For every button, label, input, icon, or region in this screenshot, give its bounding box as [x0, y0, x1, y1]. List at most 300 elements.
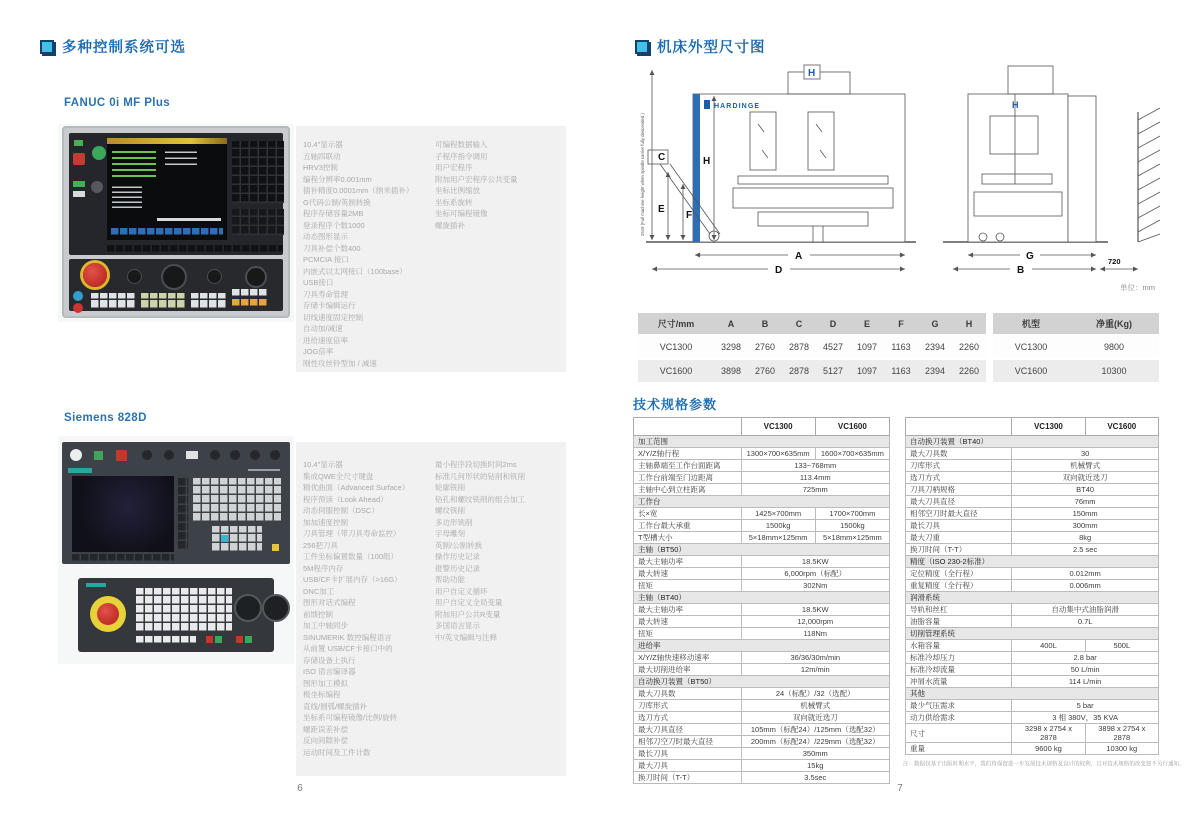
dim-label-G: G: [1026, 251, 1034, 262]
fanuc-panel-image: [58, 124, 294, 322]
spindle-override-dial: [161, 264, 187, 290]
spec-value: 8kg: [1012, 532, 1159, 544]
feature-item: 前馈控制: [303, 609, 333, 619]
dim-label-B: B: [1017, 265, 1025, 276]
spec-label: 工作台前端至门边距离: [634, 472, 742, 484]
spec-footnote: 注：数据仅基于出版时期水平，我们将保留进一步发展技术规格及设计的权利，且对技术规格的改变恕不另行通知。: [903, 761, 1185, 768]
mode-key: [73, 191, 85, 197]
spec-header-row: [634, 418, 890, 436]
spec-value: 400L: [1012, 640, 1085, 652]
spec-value: 12,000rpm: [741, 616, 889, 628]
spec-value: 机械臂式: [741, 700, 889, 712]
spec-section-label: 切削管理系统: [906, 628, 1159, 640]
column-header: C: [782, 313, 816, 335]
fanuc-title: FANUC 0i MF Plus: [64, 97, 171, 109]
feature-item: 内嵌式以太网接口（100base）: [303, 266, 407, 276]
spec-label: 最大主轴功率: [634, 556, 742, 568]
table-cell: 1163: [884, 335, 918, 359]
spec-value: 1600×700×635mm: [815, 448, 889, 460]
table-cell: VC1300: [638, 335, 714, 359]
spec-label: 重复精度（全行程）: [906, 580, 1012, 592]
model-label-line: [248, 469, 280, 471]
spec-row: [634, 556, 890, 568]
feature-item: 动态伺服控制（DSC）: [303, 506, 379, 515]
spec-label: 标准冷却流量: [906, 664, 1012, 676]
spec-label: X/Y/Z轴行程: [634, 448, 742, 460]
spec-label: 水箱容量: [906, 640, 1012, 652]
feature-item: 轮廓铣削: [435, 483, 465, 492]
spec-value: 双向就近选刀: [741, 712, 889, 724]
feature-item: 用户自定义循环: [435, 586, 488, 596]
table-cell: 2878: [782, 359, 816, 382]
green-key: [215, 636, 222, 643]
feature-item: 加工中轴同步: [303, 621, 348, 630]
spec-row: [906, 496, 1159, 508]
feature-item: 英制/公制转换: [435, 540, 483, 550]
spec-row: [634, 748, 890, 760]
spec-table-right: [905, 417, 1159, 755]
feature-item: 反向间隙补偿: [303, 736, 348, 745]
spec-value: 双向就近选刀: [1012, 472, 1159, 484]
spec-row: [634, 700, 890, 712]
spec-value: 12m/min: [741, 664, 889, 676]
spec-label: 最大主轴功率: [634, 604, 742, 616]
spec-label: 最大刀重: [906, 532, 1012, 544]
spec-row: [634, 628, 890, 640]
table-cell: VC1600: [993, 359, 1069, 382]
spec-column-header: VC1300: [741, 418, 815, 436]
spec-column-header: VC1300: [1012, 418, 1085, 436]
height-note-vertical: 2519 (Full machine height when spindle carrier fully descended.): [640, 113, 645, 236]
section-marker-icon: [40, 40, 54, 54]
spec-label: 最长刀具: [634, 748, 742, 760]
spec-section-row: [906, 688, 1159, 700]
feature-item: G代码公制/英制转换: [303, 197, 371, 207]
cursor-keypad: [212, 526, 262, 552]
spec-value: 5×18mm×125mm: [815, 532, 889, 544]
spec-column-header: VC1600: [815, 418, 889, 436]
spec-value: 36/36/30m/min: [741, 652, 889, 664]
spec-value: 9600 kg: [1012, 743, 1085, 755]
feature-item: 可编程数据输入: [435, 140, 488, 149]
mode-key: [73, 181, 85, 187]
feature-item: 自动加/减速: [303, 324, 343, 333]
spec-section-row: [906, 556, 1159, 568]
reset-key: [186, 451, 198, 459]
feature-item: ISO 语言编译器: [303, 667, 356, 676]
spec-row: [906, 743, 1159, 755]
feature-item: 钻孔和螺纹铣削的组合加工: [435, 494, 525, 504]
spec-value: 5×18mm×125mm: [741, 532, 815, 544]
table-cell: 2260: [952, 359, 986, 382]
spec-row: [906, 520, 1159, 532]
axis-keypad: [141, 293, 185, 309]
column-header: 尺寸/mm: [638, 313, 714, 335]
dimension-table: [638, 313, 986, 382]
spec-row: [906, 460, 1159, 472]
units-label: 单位：mm: [1120, 283, 1155, 292]
panel-button: [210, 450, 220, 460]
feature-item: 切线速度固定控制: [303, 312, 363, 322]
cycle-start-button: [73, 291, 83, 301]
spec-value: 10300 kg: [1085, 743, 1158, 755]
spec-label: 最长刀具: [906, 520, 1012, 532]
spec-label: 最大刀具: [634, 760, 742, 772]
red-key: [206, 636, 213, 643]
spec-label: 扭矩: [634, 580, 742, 592]
spec-row: [634, 508, 890, 520]
spec-value: 150mm: [1012, 508, 1159, 520]
yellow-key: [272, 544, 279, 551]
spec-section-row: [906, 436, 1159, 448]
spec-section-label: 自动换刀装置（BT40）: [906, 436, 1159, 448]
spec-section-row: [634, 436, 890, 448]
machine-dimension-diagram: [638, 64, 1170, 306]
spec-row: [906, 640, 1159, 652]
hardinge-h-logo: H: [808, 68, 816, 79]
feature-item: 用户宏程序: [435, 163, 473, 172]
feature-item: 操作历史记录: [435, 552, 480, 561]
wall-offset-label: 720: [1108, 257, 1121, 266]
alarm-key: [73, 153, 85, 165]
spec-corner-cell: [634, 418, 742, 436]
table-cell: 5127: [816, 359, 850, 382]
table-cell: 3298: [714, 335, 748, 359]
feed-hold-button: [73, 303, 83, 313]
spec-value: 118Nm: [741, 628, 889, 640]
column-header: A: [714, 313, 748, 335]
crt-header-strip: [107, 138, 227, 144]
feed-override-dial: [234, 594, 262, 622]
spec-value: 114 L/min: [1012, 676, 1159, 688]
function-key-row: [107, 245, 283, 253]
spec-label: 选刀方式: [634, 712, 742, 724]
feature-item: 插补精度0.0001mm（纳米插补）: [303, 186, 414, 195]
table-cell: 2394: [918, 335, 952, 359]
emergency-stop-button: [83, 263, 107, 287]
mdi-keypad: [232, 141, 284, 203]
feature-item: 直线/圆弧/螺旋插补: [303, 701, 368, 711]
feature-item: 图形对话式编程: [303, 598, 356, 607]
column-header: 机型: [993, 313, 1069, 335]
feature-item: SINUMERIK 数控编程语言: [303, 632, 392, 642]
feature-item: 坐标系旋转: [435, 197, 473, 207]
spec-label: 最大刀具数: [906, 448, 1012, 460]
spec-row: [634, 568, 890, 580]
page-number-left: 6: [297, 783, 303, 794]
spec-label: 主轴鼻端至工作台面距离: [634, 460, 742, 472]
spec-label: 刀库形式: [906, 460, 1012, 472]
spec-value: 5 bar: [1012, 700, 1159, 712]
spec-label: 换刀时间（T-T）: [906, 544, 1012, 556]
feature-item: 螺距误差补偿: [303, 724, 348, 734]
feature-item: 帮助功能: [435, 575, 465, 584]
feature-item: 精优曲面（Advanced Surface）: [303, 483, 410, 492]
siemens-feature-col2: [435, 459, 525, 643]
siemens-feature-col1: [303, 459, 409, 758]
power-button: [92, 146, 106, 160]
spec-value: 2.8 bar: [1012, 652, 1159, 664]
spec-value: 500L: [1085, 640, 1158, 652]
spec-label: 相邻刀空刀时最大直径: [634, 736, 742, 748]
spec-label: 最大刀具直径: [906, 496, 1012, 508]
column-header: B: [748, 313, 782, 335]
feature-item: 工件坐标偏置数量（100组）: [303, 552, 399, 561]
spec-row: [634, 688, 890, 700]
spec-row: [634, 604, 890, 616]
spec-row: [634, 580, 890, 592]
crt-text-lines: [112, 151, 156, 177]
feature-item: 极坐标编程: [303, 690, 341, 699]
spec-header-row: [906, 418, 1159, 436]
panel-button: [230, 450, 240, 460]
spec-value: 18.5KW: [741, 604, 889, 616]
dim-label-F: F: [686, 210, 693, 221]
table-cell: 2394: [918, 359, 952, 382]
feature-item: DNC加工: [303, 586, 335, 596]
spec-section-row: [634, 496, 890, 508]
fanuc-feature-box: [296, 126, 566, 372]
key-switch: [91, 181, 103, 193]
feature-item: JOG倍率: [303, 347, 334, 356]
column-header: H: [952, 313, 986, 335]
spec-section-row: [634, 544, 890, 556]
feature-item: 刚性攻丝铃型加 / 减速: [303, 358, 377, 368]
red-button: [116, 450, 127, 461]
feature-item: 刀具管理（带刀具寿命监控）: [303, 529, 401, 538]
jog-keypad: [91, 293, 135, 309]
spec-value: 1425×700mm: [741, 508, 815, 520]
feature-item: 集成QWE全尺寸键盘: [303, 471, 374, 481]
spec-section-label: 精度（ISO 230-2标准）: [906, 556, 1159, 568]
spec-value: 0.012mm: [1012, 568, 1159, 580]
amber-key-row: [232, 299, 267, 307]
spec-value: 50 L/min: [1012, 664, 1159, 676]
spec-value: 2.5 sec: [1012, 544, 1159, 556]
spec-label: 最大转速: [634, 616, 742, 628]
spec-section-label: 其他: [906, 688, 1159, 700]
spec-label: 尺寸: [906, 724, 1012, 743]
feature-item: HRV3控制: [303, 163, 338, 172]
spec-row: [634, 760, 890, 772]
spec-row: [906, 700, 1159, 712]
left-section-title: 多种控制系统可选: [62, 40, 186, 56]
spec-value: 76mm: [1012, 496, 1159, 508]
feature-item: USB接口: [303, 278, 334, 287]
dim-label-E: E: [658, 204, 665, 215]
feature-item: 坐标系可编程镜像/比例/旋转: [303, 713, 398, 722]
option-key-row: [232, 289, 267, 297]
spec-value: 302Nm: [741, 580, 889, 592]
table-header-row: [638, 313, 986, 335]
spec-section-title: 技术规格参数: [633, 397, 718, 412]
panel-button: [250, 450, 260, 460]
spec-label: T型槽大小: [634, 532, 742, 544]
siemens-logo-chip: [86, 583, 106, 587]
spec-value: 自动集中式油脂润滑: [1012, 604, 1159, 616]
right-section-title: 机床外型尺寸图: [657, 40, 766, 56]
alpha-keypad: [193, 478, 281, 522]
spec-row: [634, 484, 890, 496]
table-header-row: [993, 313, 1159, 335]
spec-value: 3.5sec: [741, 772, 889, 784]
spec-value: 6,000rpm（标配）: [741, 568, 889, 580]
table-cell: VC1300: [993, 335, 1069, 359]
hardinge-logo-mark: [704, 100, 710, 109]
blue-accent-strip: [693, 94, 700, 242]
feature-item: 中/英文编辑与注释: [435, 632, 498, 642]
softkey-column: [178, 478, 188, 550]
spec-row: [906, 652, 1159, 664]
table-cell: 9800: [1069, 335, 1159, 359]
spec-label: 扭矩: [634, 628, 742, 640]
mode-select-dial: [245, 266, 267, 288]
spec-row: [634, 652, 890, 664]
table-cell: 1097: [850, 335, 884, 359]
column-header: F: [884, 313, 918, 335]
spec-section-label: 润滑系统: [906, 592, 1159, 604]
spec-label: 工作台最大承重: [634, 520, 742, 532]
spec-value: 105mm（标配24）/125mm（选配32）: [741, 724, 889, 736]
spec-section-row: [906, 592, 1159, 604]
spec-value: 200mm（标配24）/229mm（选配32）: [741, 736, 889, 748]
siemens-logo-chip: [68, 468, 92, 473]
softkey-row: [72, 554, 174, 562]
spec-label: 最大刀具直径: [634, 724, 742, 736]
spec-row: [906, 604, 1159, 616]
fanuc-feature-col2: [435, 139, 518, 231]
spec-section-label: 工作台: [634, 496, 890, 508]
table-row: [638, 335, 986, 359]
column-header: G: [918, 313, 952, 335]
table-row: [638, 359, 986, 382]
dim-label-D: D: [775, 265, 783, 276]
feature-item: 程序预读（Look Ahead）: [303, 494, 388, 504]
spec-row: [906, 568, 1159, 580]
spec-value: 1500kg: [815, 520, 889, 532]
spec-row: [634, 520, 890, 532]
softkey-row: [111, 228, 223, 236]
table-cell: 3898: [714, 359, 748, 382]
crt-text-lines: [165, 151, 197, 165]
column-header: E: [850, 313, 884, 335]
spec-section-label: 加工范围: [634, 436, 890, 448]
column-header: 净重(Kg): [1069, 313, 1159, 335]
spec-label: 最大转速: [634, 568, 742, 580]
spec-label: 最大刀具数: [634, 688, 742, 700]
spec-label: 油脂容量: [906, 616, 1012, 628]
table-cell: 2878: [782, 335, 816, 359]
table-cell: VC1600: [638, 359, 714, 382]
siemens-panel-image: [58, 436, 294, 664]
spec-label: 相邻空刀时最大直径: [906, 508, 1012, 520]
spec-row: [634, 772, 890, 784]
feature-item: 图形加工模拟: [303, 678, 348, 688]
feature-item: 加加速度控制: [303, 517, 348, 527]
feature-item: 5M程序内存: [303, 563, 344, 573]
spec-corner-cell: [906, 418, 1012, 436]
feature-item: 存储卡编辑运行: [303, 301, 356, 310]
feature-item: 五轴四联动: [303, 151, 341, 161]
spec-value: 725mm: [741, 484, 889, 496]
spec-row: [634, 472, 890, 484]
spec-label: 动力供给需求: [906, 712, 1012, 724]
section-marker-icon: [635, 40, 649, 54]
crt-text-lines: [112, 186, 142, 208]
feature-item: 存储设备上执行: [303, 655, 356, 665]
feature-item: 子程序指令调用: [435, 151, 488, 161]
spec-value: 1700×700mm: [815, 508, 889, 520]
crt-status-bar: [157, 218, 221, 221]
table-cell: 2760: [748, 335, 782, 359]
spec-row: [634, 664, 890, 676]
feature-item: PCMCIA 接口: [303, 255, 349, 264]
panel-button: [142, 450, 152, 460]
feature-item: 用户自定义全局变量: [435, 598, 503, 607]
lcd-screen: [72, 476, 174, 552]
spec-row: [906, 724, 1159, 743]
spec-label: 冲屑水流量: [906, 676, 1012, 688]
feature-item: 坐标比例缩放: [435, 186, 480, 195]
spec-value: 机械臂式: [1012, 460, 1159, 472]
green-key: [245, 636, 252, 643]
spec-label: 刀具刀柄规格: [906, 484, 1012, 496]
rapid-override-dial: [207, 269, 222, 284]
table-cell: 2760: [748, 359, 782, 382]
indicator-light: [74, 140, 83, 146]
feature-item: 多边形铣削: [435, 517, 473, 527]
left-section-header: [40, 36, 186, 57]
hardinge-brand-text: HARDINGE: [714, 103, 761, 110]
spec-row: [906, 532, 1159, 544]
spec-row: [634, 532, 890, 544]
spec-row: [634, 616, 890, 628]
page-number-right: 7: [897, 783, 903, 794]
spec-value: 133~768mm: [741, 460, 889, 472]
spec-row: [634, 448, 890, 460]
table-cell: 1097: [850, 359, 884, 382]
spec-label: 长×宽: [634, 508, 742, 520]
spec-section-label: 主轴（BT40）: [634, 592, 890, 604]
spindle-override-dial: [262, 594, 290, 622]
spec-section-row: [634, 640, 890, 652]
feature-item: 256把刀具: [303, 540, 339, 550]
feature-item: 多国语言显示: [435, 621, 480, 630]
spec-label: 换刀时间（T-T）: [634, 772, 742, 784]
spec-column-header: VC1600: [1085, 418, 1158, 436]
spec-value: 350mm: [741, 748, 889, 760]
dim-label-C: C: [658, 152, 666, 163]
spec-row: [906, 664, 1159, 676]
spec-value: 15kg: [741, 760, 889, 772]
spec-row: [906, 508, 1159, 520]
spec-value: 18.5KW: [741, 556, 889, 568]
spec-row: [634, 460, 890, 472]
spec-table-left: [633, 417, 890, 784]
table-cell: 2260: [952, 335, 986, 359]
spec-row: [634, 736, 890, 748]
feature-item: 登录程序个数1000: [303, 220, 365, 230]
table-cell: 4527: [816, 335, 850, 359]
spec-label: 标准冷却压力: [906, 652, 1012, 664]
spec-row: [906, 712, 1159, 724]
spec-section-label: 主轴（BT50）: [634, 544, 890, 556]
spec-value: 3898 x 2754 x 2878: [1085, 724, 1158, 743]
spec-section-row: [634, 592, 890, 604]
red-key: [236, 636, 243, 643]
spec-value: 0.006mm: [1012, 580, 1159, 592]
right-section-header: [635, 36, 766, 57]
